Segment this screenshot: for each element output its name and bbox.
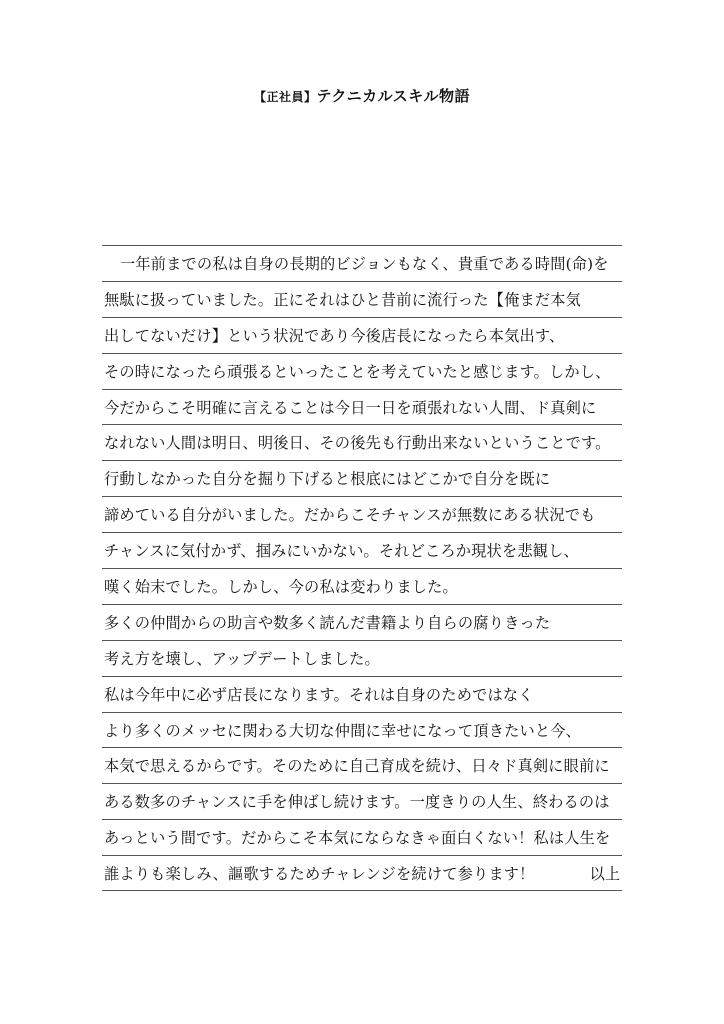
line-text: 無駄に扱っていました。正にそれはひと昔前に流行った【俺まだ本気	[104, 290, 582, 309]
essay-line	[102, 424, 622, 460]
essay-line	[102, 604, 622, 640]
line-text: より多くのメッセに関わる大切な仲間に幸せになって頂きたいと今、	[104, 721, 582, 740]
line-text: 出してないだけ】という状況であり今後店長になったら本気出す、	[104, 326, 565, 345]
essay-line	[102, 783, 622, 819]
essay-line	[102, 712, 622, 748]
title-text: テクニカルスキル物語	[316, 87, 471, 105]
line-text: あっという間です。だからこそ本気にならなきゃ面白くない！私は人生を	[104, 829, 611, 848]
line-text: 一年前までの私は自身の長期的ビジョンもなく、貴重である時間(命)を	[120, 255, 609, 273]
line-text: なれない人間は明日、明後日、その後先も行動出来ないということです。	[104, 434, 611, 453]
title-tag: 【正社員】	[253, 90, 317, 104]
closing-text: 以上	[589, 865, 620, 884]
line-text: 誰よりも楽しみ、謳歌するためチャレンジを続けて参ります！	[104, 865, 535, 884]
essay-line	[102, 676, 622, 712]
essay-line	[102, 317, 622, 353]
line-text: 今だからこそ明確に言えることは今日一日を頑張れない人間、ド真剣に	[104, 398, 597, 417]
line-text: 本気で思えるからです。そのために自己育成を続け、日々ド真剣に眼前に	[104, 757, 610, 776]
essay-line	[102, 532, 622, 568]
essay-line	[102, 640, 622, 676]
essay-line	[102, 245, 622, 281]
essay-line	[102, 389, 622, 425]
essay-line	[102, 281, 622, 317]
essay-line	[102, 496, 622, 532]
line-text: 多くの仲間からの助言や数多く読んだ書籍より自らの腐りきった	[104, 613, 551, 632]
essay-line	[102, 353, 622, 389]
line-text: その時になったら頑張るといったことを考えていたと感じます。しかし、	[104, 362, 611, 381]
line-text: 考え方を壊し、アップデートしました。	[104, 649, 380, 668]
line-text: 嘆く始末でした。しかし、今の私は変わりました。	[104, 578, 458, 597]
line-text: チャンスに気付かず、掴みにいかない。それどころか現状を悲観し、	[104, 542, 579, 561]
line-text: 私は今年中に必ず店長になります。それは自身のためではなく	[104, 685, 534, 704]
essay-line	[102, 568, 622, 604]
essay-line	[102, 855, 622, 891]
document-title	[0, 85, 724, 106]
essay-line	[102, 460, 622, 496]
line-text: 行動しなかった自分を掘り下げると根底にはどこかで自分を既に	[104, 470, 551, 489]
essay-line	[102, 819, 622, 855]
line-text: ある数多のチャンスに手を伸ばし続けます。一度きりの人生、終わるのは	[104, 793, 610, 812]
essay-body	[102, 245, 622, 891]
essay-line	[102, 747, 622, 783]
line-text: 諦めている自分がいました。だからこそチャンスが無数にある状況でも	[104, 506, 596, 525]
